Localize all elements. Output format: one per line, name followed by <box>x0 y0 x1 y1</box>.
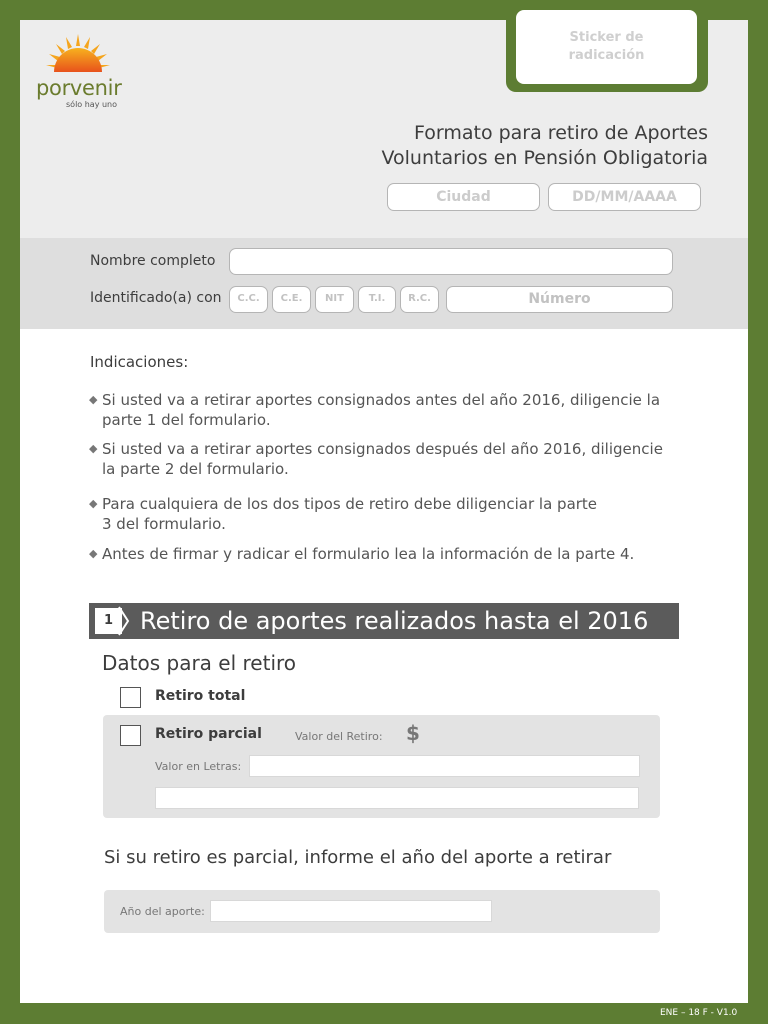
withdrawal-data-heading: Datos para el retiro <box>102 651 297 675</box>
sticker-label-2: radicación <box>568 48 645 63</box>
brand-name: porvenir <box>36 76 122 100</box>
form-version: ENE – 18 F - V1.0 <box>660 1008 738 1018</box>
instruction-text-line-2: parte 1 del formulario. <box>102 411 271 429</box>
value-in-words-field[interactable] <box>249 755 640 777</box>
contribution-year-label: Año del aporte: <box>120 905 205 918</box>
form-title-line-2: Voluntarios en Pensión Obligatoria <box>381 147 708 169</box>
sticker-box <box>516 10 697 84</box>
partial-withdrawal-checkbox[interactable] <box>120 725 141 746</box>
id-type-cc[interactable]: C.C. <box>229 286 268 313</box>
instruction-item <box>89 544 689 564</box>
sun-logo-icon <box>40 32 116 76</box>
id-number-field[interactable]: Número <box>446 286 673 313</box>
city-field[interactable]: Ciudad <box>387 183 540 211</box>
brand-tagline: sólo hay uno <box>66 100 118 109</box>
instruction-text-line-2: la parte 2 del formulario. <box>102 460 289 478</box>
full-name-field[interactable] <box>229 248 673 275</box>
date-field[interactable]: DD/MM/AAAA <box>548 183 701 211</box>
diamond-bullet-icon: ◆ <box>89 442 98 455</box>
id-type-ce[interactable]: C.E. <box>272 286 311 313</box>
withdrawal-value-label: Valor del Retiro: <box>295 730 383 743</box>
instruction-text-line-1: Si usted va a retirar aportes consignados después del año 2016, diligencie <box>102 440 663 458</box>
instruction-text-line-1: Antes de firmar y radicar el formulario lea la información de la parte 4. <box>102 545 635 563</box>
total-withdrawal-label: Retiro total <box>155 688 246 704</box>
sticker-label-1: Sticker de <box>569 30 644 45</box>
diamond-bullet-icon: ◆ <box>89 547 98 560</box>
id-type-ti[interactable]: T.I. <box>358 286 396 313</box>
instruction-item <box>89 494 689 534</box>
partial-year-heading: Si su retiro es parcial, informe el año del aporte a retirar <box>104 847 612 868</box>
id-type-label: Identificado(a) con <box>90 290 222 306</box>
section-1-number: 1 <box>95 608 122 634</box>
chevron-right-icon <box>118 606 130 636</box>
dollar-sign-icon: $ <box>406 721 420 745</box>
full-name-label: Nombre completo <box>90 253 216 269</box>
contribution-year-field[interactable] <box>210 900 492 922</box>
id-type-nit[interactable]: NIT <box>315 286 354 313</box>
total-withdrawal-checkbox[interactable] <box>120 687 141 708</box>
instruction-item <box>89 439 689 479</box>
instruction-text-line-1: Si usted va a retirar aportes consignados antes del año 2016, diligencie la <box>102 391 661 409</box>
section-1-title: Retiro de aportes realizados hasta el 2016 <box>140 607 649 635</box>
instructions-title: Indicaciones: <box>90 353 189 371</box>
form-title-line-1: Formato para retiro de Aportes <box>413 122 708 144</box>
partial-withdrawal-label: Retiro parcial <box>155 726 262 742</box>
instruction-text-line-2: 3 del formulario. <box>102 515 226 533</box>
diamond-bullet-icon: ◆ <box>89 497 98 510</box>
value-in-words-label: Valor en Letras: <box>155 760 242 773</box>
value-in-words-field-2[interactable] <box>155 787 639 809</box>
instruction-item <box>89 390 689 430</box>
diamond-bullet-icon: ◆ <box>89 393 98 406</box>
instruction-text-line-1: Para cualquiera de los dos tipos de retiro debe diligenciar la parte <box>102 495 598 513</box>
id-type-rc[interactable]: R.C. <box>400 286 439 313</box>
